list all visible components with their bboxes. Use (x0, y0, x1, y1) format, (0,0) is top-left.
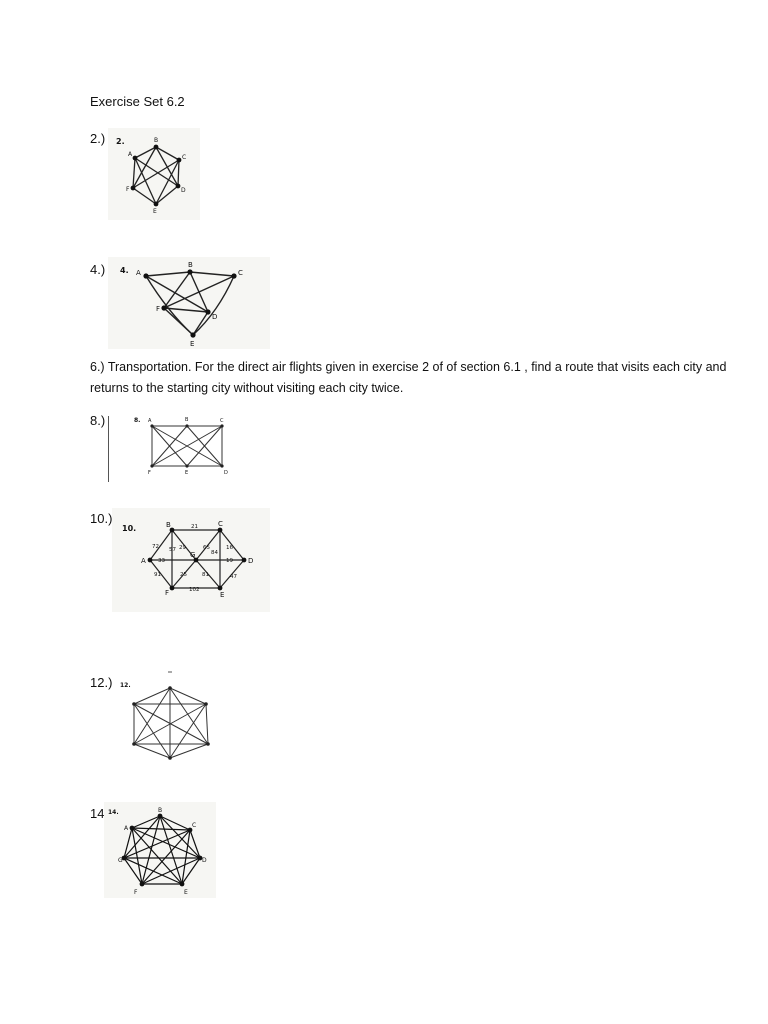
graph-figure-8 (128, 410, 240, 482)
graph-edge (124, 830, 190, 858)
svg-text:19: 19 (226, 558, 233, 564)
page-title: Exercise Set 6.2 (90, 94, 185, 109)
svg-text:F: F (126, 186, 130, 193)
svg-text:21: 21 (191, 524, 198, 530)
complete-graph-edges (124, 816, 200, 884)
svg-text:C: C (192, 822, 197, 829)
svg-text:E: E (220, 591, 225, 599)
graph-vertex (140, 882, 145, 887)
graph-vertex (130, 826, 135, 831)
exercise-6-description: Transportation. For the direct air flights given in exercise 2 of of section 6.1 , find a route that visits each city and returns to the starting city without visiting each city twice. (90, 360, 727, 395)
svg-text:B: B (158, 807, 163, 814)
figure-number-12: 12. (120, 682, 131, 689)
svg-text:F: F (148, 470, 151, 476)
exercise-label-12: 12.) (90, 675, 113, 690)
exercise-label-6: 6.) (90, 360, 105, 374)
graph-figure-10 (112, 508, 270, 612)
exercise-label-8: 8.) (90, 413, 106, 428)
svg-text:A: A (148, 418, 152, 424)
svg-text:B: B (166, 521, 171, 529)
svg-text:C: C (218, 520, 223, 528)
svg-text:C: C (220, 418, 224, 424)
figure-number-14: 14. (108, 809, 119, 816)
svg-text:D: D (181, 187, 186, 194)
figure-number-8: 8. (134, 417, 141, 424)
svg-text:57: 57 (169, 547, 176, 553)
svg-text:B: B (188, 261, 193, 269)
graph-edge (132, 828, 142, 884)
svg-text:E: E (190, 340, 195, 348)
svg-text:D: D (224, 470, 228, 476)
graph-edge (132, 828, 190, 830)
exercise-label-4: 4.) (90, 262, 106, 277)
margin-line (108, 416, 109, 482)
svg-text:B: B (185, 417, 189, 423)
svg-text:A: A (136, 269, 141, 277)
exercise-6-text (90, 357, 730, 399)
graph-vertex (158, 814, 163, 819)
svg-text:F: F (156, 305, 161, 313)
svg-text:E: E (153, 208, 157, 215)
svg-text:47: 47 (230, 574, 237, 580)
svg-text:A: A (128, 151, 133, 158)
svg-text:29: 29 (179, 545, 186, 551)
svg-text:C: C (238, 269, 243, 277)
graph-edge (132, 816, 160, 828)
svg-text:C: C (182, 154, 187, 161)
figure-number-10: 10. (122, 524, 137, 533)
svg-text:B: B (154, 137, 159, 144)
svg-text:72: 72 (152, 544, 159, 550)
exercise-label-10: 10.) (90, 511, 113, 526)
svg-text:91: 91 (154, 572, 161, 578)
graph-vertex (180, 882, 185, 887)
svg-text:A: A (124, 825, 129, 832)
svg-text:33: 33 (158, 558, 165, 564)
svg-text:65: 65 (203, 545, 210, 551)
svg-text:F: F (165, 589, 170, 597)
svg-text:102: 102 (189, 587, 200, 593)
figure-number-4: 4. (120, 266, 129, 275)
svg-text:G: G (118, 857, 123, 864)
svg-text:81: 81 (202, 572, 209, 578)
svg-text:84: 84 (211, 550, 218, 556)
figure-number-2: 2. (116, 137, 125, 146)
svg-text:A: A (141, 557, 146, 565)
svg-text:25: 25 (180, 572, 187, 578)
svg-text:16: 16 (226, 545, 233, 551)
svg-text:E: E (185, 470, 189, 476)
exercise-label-2: 2.) (90, 131, 106, 146)
svg-text:D: D (212, 313, 218, 321)
graph-edge (160, 816, 190, 830)
graph-figure-4 (108, 257, 270, 349)
graph-figure-12 (116, 670, 220, 766)
svg-text:D: D (202, 857, 207, 864)
svg-text:D: D (248, 557, 254, 565)
exercise-label-14: 14 (90, 806, 105, 821)
graph-figure-2 (108, 128, 200, 220)
svg-text:E: E (184, 889, 188, 896)
svg-text:G: G (190, 551, 196, 559)
svg-text:F: F (134, 889, 138, 896)
graph-figure-14 (104, 802, 216, 898)
